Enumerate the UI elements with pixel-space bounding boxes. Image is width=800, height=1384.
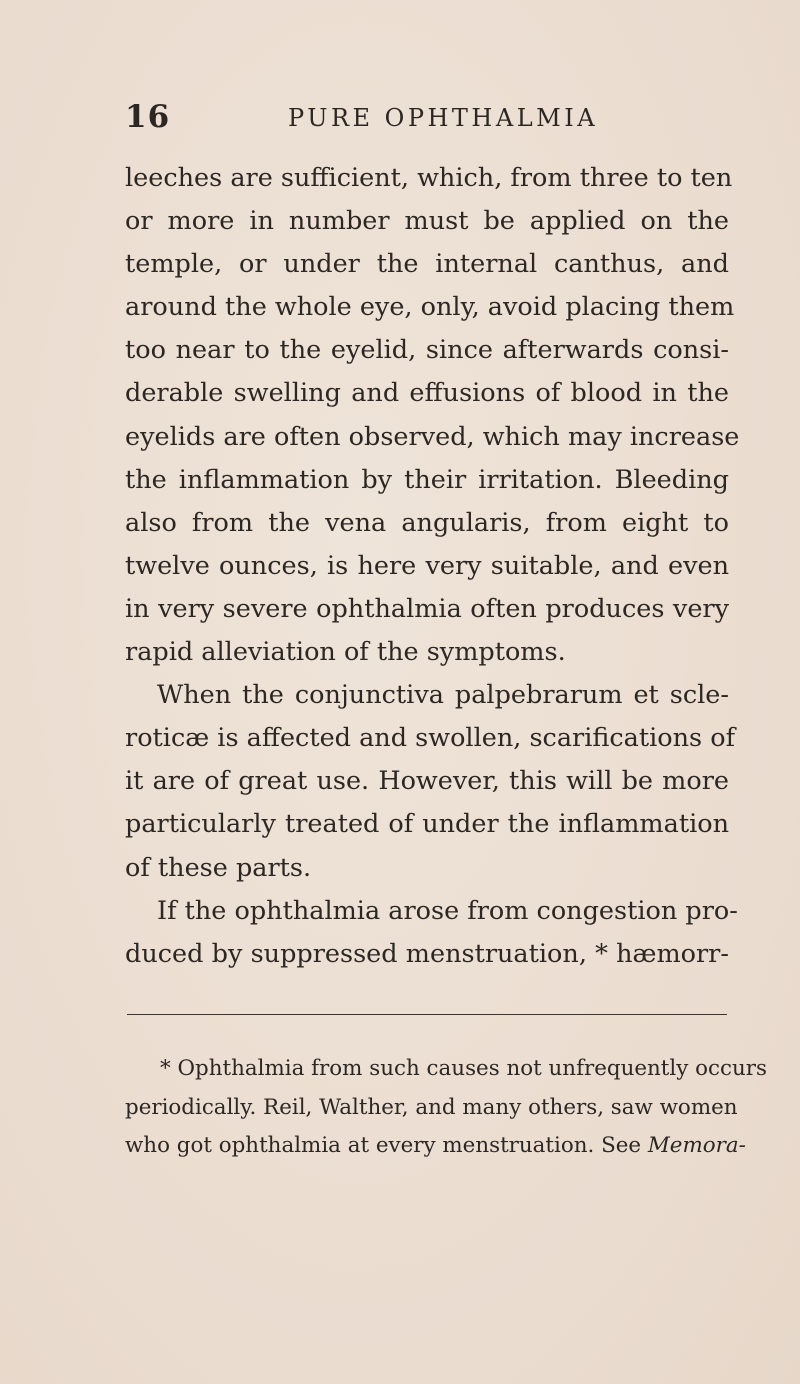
footnote-line-text: who got ophthalmia at every menstruation. See	[125, 1133, 648, 1159]
page-header	[125, 97, 725, 137]
text-line: roticæ is affected and swollen, scarifications of	[125, 723, 736, 754]
text-line: particularly treated of under the inflammation	[125, 809, 729, 840]
text-line: in very severe ophthalmia often produces very	[125, 593, 729, 624]
text-line: or more in number must be applied on the	[125, 206, 729, 237]
text-line: duced by suppressed menstruation, * hæmorr-	[125, 938, 729, 969]
footnote-line: periodically. Reil, Walther, and many others, saw women	[125, 1094, 738, 1120]
page-number: 16	[125, 99, 171, 135]
footnote-line	[125, 1127, 746, 1166]
footnote-italic-word: Memora-	[647, 1133, 746, 1159]
footnote	[125, 1050, 767, 1166]
text-line: rapid alleviation of the symptoms.	[125, 637, 566, 668]
text-line: also from the vena angularis, from eight to	[125, 507, 729, 538]
footnote-divider	[127, 1014, 727, 1015]
text-line: If the ophthalmia arose from congestion pro-	[157, 895, 738, 926]
text-line: twelve ounces, is here very suitable, and even	[125, 550, 729, 581]
footnote-line: * Ophthalmia from such causes not unfrequently occurs	[160, 1056, 767, 1081]
text-line: of these parts.	[125, 852, 312, 883]
text-line: around the whole eye, only, avoid placing them	[125, 292, 735, 323]
text-line: temple, or under the internal canthus, and	[125, 249, 729, 280]
text-line: too near to the eyelid, since afterwards consi-	[125, 335, 729, 366]
text-line: it are of great use. However, this will be more	[125, 766, 729, 797]
body-text	[125, 157, 740, 976]
text-line: eyelids are often observed, which may increase	[125, 421, 740, 452]
text-line: When the conjunctiva palpebrarum et scle-	[157, 680, 729, 711]
text-line: derable swelling and effusions of blood in the	[125, 378, 729, 409]
text-line: leeches are sufficient, which, from three to ten	[125, 163, 733, 193]
running-title: PURE OPHTHALMIA	[288, 104, 599, 132]
text-line: the inflammation by their irritation. Bleeding	[125, 464, 729, 495]
